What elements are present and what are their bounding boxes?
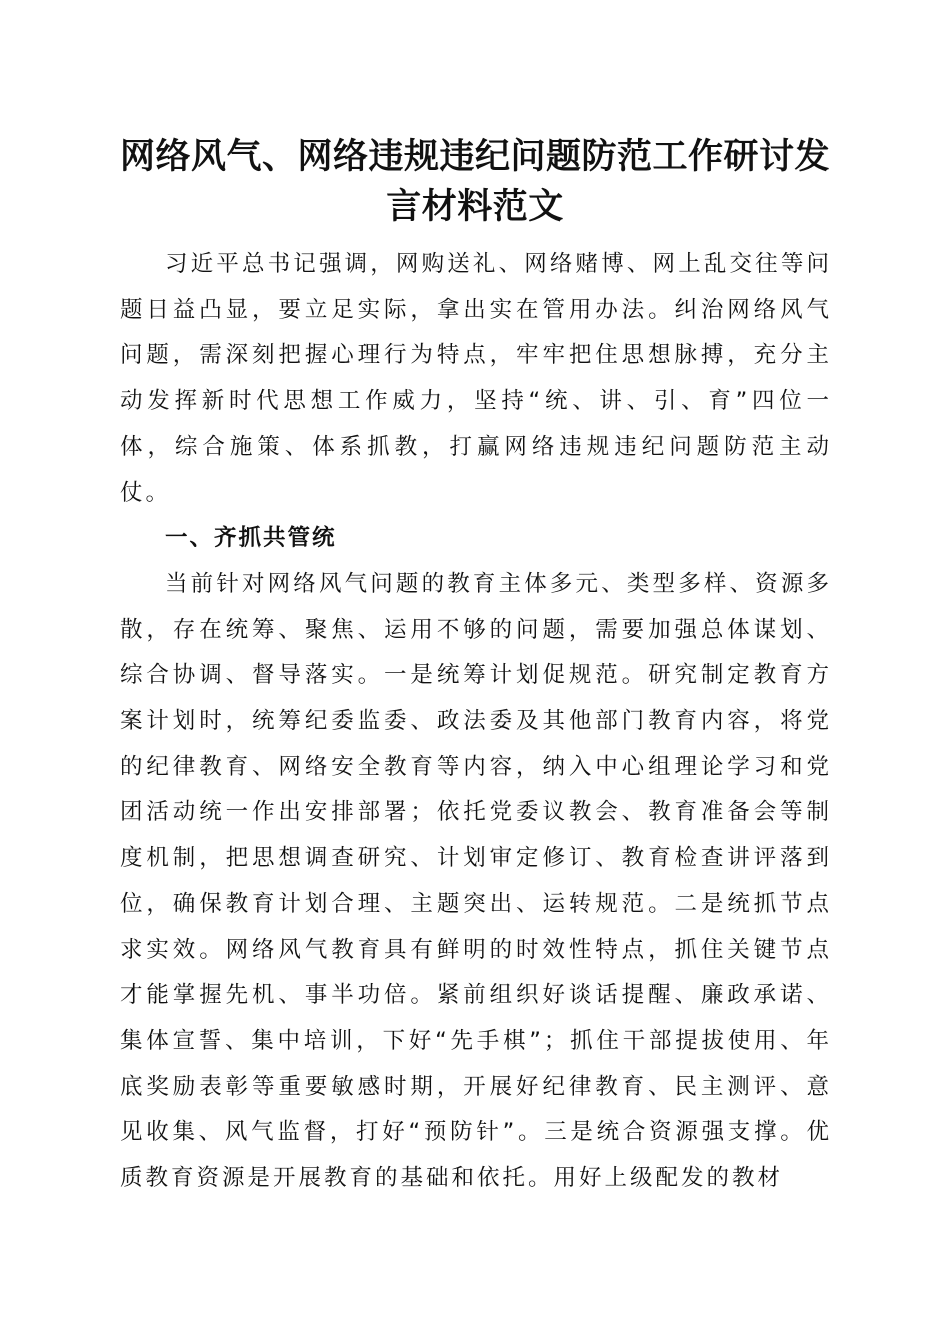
document-title: 网络风气、网络违规违纪问题防范工作研讨发言材料范文 [119,136,830,227]
section-1-heading: 一、齐抓共管统 [165,525,337,552]
document-body [120,242,832,1202]
intro-paragraph: 习近平总书记强调，网购送礼、网络赌博、网上乱交往等问题日益凸显，要立足实际，拿出实在管用办法。纠治网络风气问题，需深刻把握心理行为特点，牢牢把住思想脉搏，充分主动发挥新时代思想工作威力，坚持“统、讲、引、育”四位一体，综合施策、体系抓教，打赢网络违规违纪问题防范主动仗。 [120,251,832,506]
section-1-paragraph: 当前针对网络风气问题的教育主体多元、类型多样、资源多散，存在统筹、聚焦、运用不够的问题，需要加强总体谋划、综合协调、督导落实。一是统筹计划促规范。研究制定教育方案计划时，统筹纪委监委、政法委及其他部门教育内容，将党的纪律教育、网络安全教育等内容，纳入中心组理论学习和党团活动统一作出安排部署；依托党委议教会、教育准备会等制度机制，把思想调查研究、计划审定修订、教育检查讲评落到位，确保教育计划合理、主题突出、运转规范。二是统抓节点求实效。网络风气教育具有鲜明的时效性特点，抓住关键节点才能掌握先机、事半功倍。紧前组织好谈话提醒、廉政承诺、集体宣誓、集中培训，下好“先手棋”；抓住干部提拔使用、年底奖励表彰等重要敏感时期，开展好纪律教育、民主测评、意见收集、风气监督，打好“预防针”。三是统合资源强支撑。优质教育资源是开展教育的基础和依托。用好上级配发的教材 [120,570,832,1192]
